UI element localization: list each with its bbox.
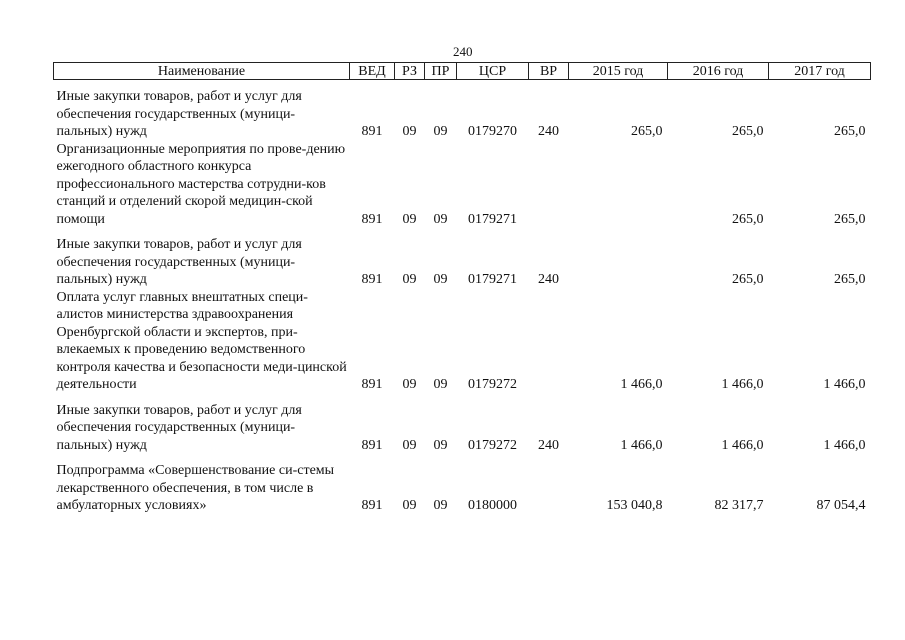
budget-table <box>53 62 871 515</box>
row-2017: 87 054,4 <box>816 498 866 513</box>
table-row <box>54 228 871 289</box>
row-2016: 265,0 <box>732 124 764 139</box>
row-rz: 09 <box>402 211 417 227</box>
header-ved: ВЕД <box>350 63 395 80</box>
row-2017: 265,0 <box>834 211 866 227</box>
row-name: Иные закупки товаров, работ и услуг для обеспечения государственных (муници-пальных) нужд <box>56 402 302 453</box>
row-csr: 0179271 <box>468 211 517 227</box>
row-2015: 153 040,8 <box>606 498 663 513</box>
row-2016: 1 466,0 <box>721 437 764 453</box>
row-vr <box>529 289 569 394</box>
row-rz: 09 <box>402 377 417 392</box>
row-rz: 09 <box>402 124 417 139</box>
row-name: Оплата услуг главных внештатных специ-алистов министерства здравоохранения Оренбургской области и экспертов, при-влекаемых к проведению ведомственного контроля качества и безопасности меди-цинской деятельности <box>56 289 347 392</box>
row-csr: 0179272 <box>468 377 517 392</box>
header-2017: 2017 год <box>769 63 871 80</box>
row-2017: 265,0 <box>834 272 866 287</box>
row-vr: 240 <box>538 124 559 139</box>
table-row <box>54 141 871 229</box>
header-name: Наименование <box>54 63 350 80</box>
table-row <box>54 289 871 394</box>
header-vr: ВР <box>529 63 569 80</box>
row-csr: 0179270 <box>468 124 517 139</box>
row-2017: 1 466,0 <box>823 437 866 453</box>
row-rz: 09 <box>402 498 417 513</box>
row-vr <box>529 141 569 229</box>
row-2016: 265,0 <box>732 272 764 287</box>
page-number: 240 <box>453 44 473 59</box>
row-csr: 0179271 <box>468 272 517 287</box>
row-2016: 1 466,0 <box>721 377 764 392</box>
row-vr: 240 <box>538 272 559 287</box>
table-row <box>54 394 871 455</box>
row-2015: 1 466,0 <box>620 377 663 392</box>
row-pr: 09 <box>433 124 448 139</box>
row-ved: 891 <box>361 437 383 453</box>
header-csr: ЦСР <box>457 63 529 80</box>
row-ved: 891 <box>361 272 383 287</box>
header-2015: 2015 год <box>569 63 668 80</box>
row-ved: 891 <box>361 211 383 227</box>
row-2015 <box>569 141 668 229</box>
row-2016: 265,0 <box>732 211 764 227</box>
row-name: Иные закупки товаров, работ и услуг для обеспечения государственных (муници-пальных) нужд <box>56 237 302 287</box>
row-2015 <box>569 228 668 289</box>
row-vr <box>529 454 569 515</box>
row-2017: 1 466,0 <box>823 377 866 392</box>
row-vr: 240 <box>538 437 559 453</box>
table-row <box>54 454 871 515</box>
row-csr: 0180000 <box>468 498 517 513</box>
row-2015: 1 466,0 <box>620 437 663 453</box>
row-name: Иные закупки товаров, работ и услуг для обеспечения государственных (муници-пальных) нужд <box>56 89 302 139</box>
row-2016: 82 317,7 <box>714 498 764 513</box>
row-pr: 09 <box>433 211 448 227</box>
row-rz: 09 <box>402 437 417 453</box>
table-header-row <box>54 63 871 80</box>
header-2016: 2016 год <box>668 63 769 80</box>
row-rz: 09 <box>402 272 417 287</box>
header-rz: РЗ <box>395 63 425 80</box>
row-pr: 09 <box>433 272 448 287</box>
row-2017: 265,0 <box>834 124 866 139</box>
row-name: Подпрограмма «Совершенствование си-стемы лекарственного обеспечения, в том числе в амбулаторных условиях» <box>56 463 335 513</box>
row-csr: 0179272 <box>468 437 517 453</box>
row-ved: 891 <box>361 377 383 392</box>
row-name: Организационные мероприятия по прове-дению ежегодного областного конкурса профессионального мастерства сотрудни-ков станций и отделений скорой медицин-ской помощи <box>56 141 346 227</box>
row-ved: 891 <box>361 498 383 513</box>
row-pr: 09 <box>433 377 448 392</box>
row-ved: 891 <box>361 124 383 139</box>
table-row <box>54 80 871 141</box>
row-pr: 09 <box>433 437 448 453</box>
row-2015: 265,0 <box>631 124 663 139</box>
header-pr: ПР <box>425 63 457 80</box>
row-pr: 09 <box>433 498 448 513</box>
